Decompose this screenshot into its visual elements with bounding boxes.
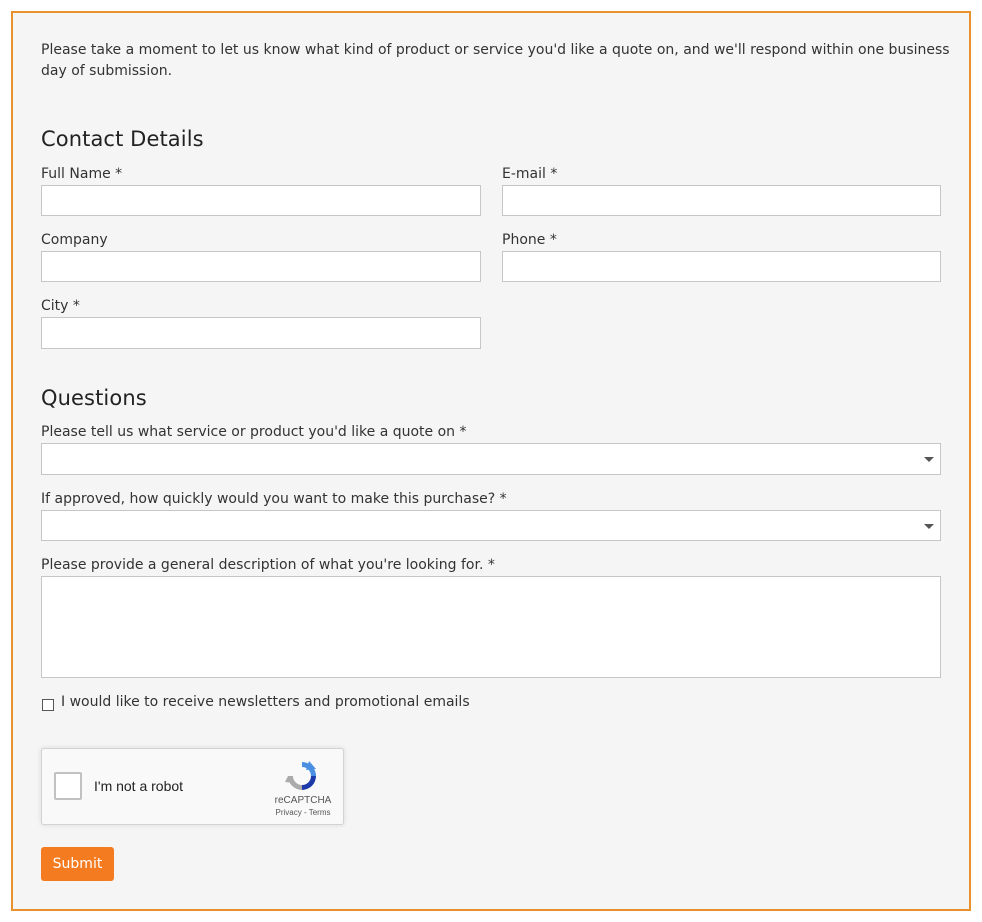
newsletter-checkbox[interactable] xyxy=(42,699,54,711)
phone-input[interactable] xyxy=(502,251,941,282)
email-label: E-mail * xyxy=(502,166,558,182)
dropdown-arrow-icon xyxy=(924,457,934,462)
company-label: Company xyxy=(41,232,108,248)
city-input[interactable] xyxy=(41,317,481,349)
recaptcha-links[interactable]: Privacy - Terms xyxy=(275,808,331,817)
service-label: Please tell us what service or product you'd like a quote on * xyxy=(41,424,467,440)
phone-label: Phone * xyxy=(502,232,557,248)
city-label: City * xyxy=(41,298,80,314)
recaptcha-checkbox[interactable] xyxy=(54,772,82,800)
recaptcha-widget xyxy=(41,748,344,825)
questions-heading: Questions xyxy=(41,386,147,410)
submit-button[interactable]: Submit xyxy=(41,847,114,881)
company-input[interactable] xyxy=(41,251,481,282)
recaptcha-label: I'm not a robot xyxy=(94,778,184,794)
description-label: Please provide a general description of what you're looking for. * xyxy=(41,557,495,573)
timing-label: If approved, how quickly would you want to make this purchase? * xyxy=(41,491,507,507)
full-name-input[interactable] xyxy=(41,185,481,216)
quote-form-panel xyxy=(11,11,971,911)
intro-text: Please take a moment to let us know what kind of product or service you'd like a quote on, and we'll respond within one business day of submission. xyxy=(41,42,950,79)
service-select[interactable] xyxy=(41,443,941,475)
recaptcha-logo-icon xyxy=(285,759,319,793)
full-name-label: Full Name * xyxy=(41,166,123,182)
recaptcha-brand: reCAPTCHA xyxy=(274,795,332,806)
newsletter-label: I would like to receive newsletters and promotional emails xyxy=(61,694,470,710)
description-textarea[interactable] xyxy=(41,576,941,678)
timing-select[interactable] xyxy=(41,510,941,541)
contact-details-heading: Contact Details xyxy=(41,127,204,151)
email-input[interactable] xyxy=(502,185,941,216)
dropdown-arrow-icon xyxy=(924,524,934,529)
